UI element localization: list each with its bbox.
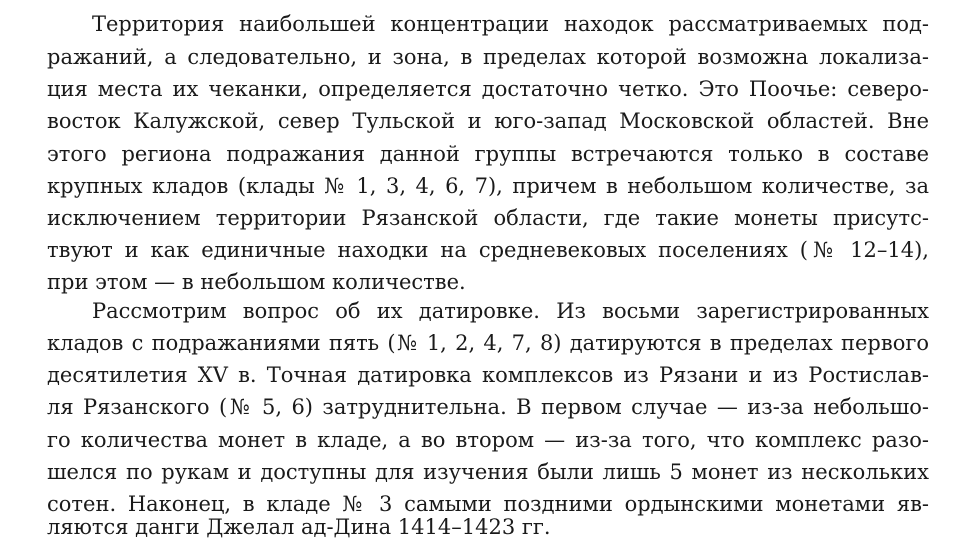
paragraph-1-line-4: восток Калужской, север Тульской и юго-запад Московской областей. Вне <box>47 109 929 133</box>
paragraph-1-line-5: этого региона подражания данной группы встречаются только в составе <box>47 142 929 166</box>
paragraph-2-line-2: кладов с подражаниями пять (№ 1, 2, 4, 7, 8) датируются в пределах первого <box>47 331 929 355</box>
paragraph-1-line-8: твуют и как единичные находки на средневековых поселениях (№ 12–14), <box>47 238 929 262</box>
paragraph-1-line-3: ция места их чеканки, определяется достаточно четко. Это Поочье: северо- <box>47 77 929 101</box>
paragraph-1-line-6: крупных кладов (клады № 1, 3, 4, 6, 7), причем в небольшом количестве, за <box>47 174 929 198</box>
paragraph-1-line-7: исключением территории Рязанской области, где такие монеты присутс- <box>47 206 929 230</box>
paragraph-2-line-1: Рассмотрим вопрос об их датировке. Из восьми зарегистрированных <box>92 299 929 323</box>
paragraph-2-line-3: десятилетия XV в. Точная датировка комплексов из Рязани и из Ростислав- <box>47 363 929 387</box>
paragraph-1-line-1: Территория наибольшей концентрации находок рассматриваемых под- <box>92 12 929 36</box>
paragraph-2-line-4: ля Рязанского (№ 5, 6) затруднительна. В первом случае — из-за небольшо- <box>47 395 929 419</box>
paragraph-1-line-2: ражаний, а следовательно, и зона, в пределах которой возможна локализа- <box>47 45 929 69</box>
paragraph-2-line-8: ляются данги Джелал ад-Дина 1414–1423 гг. <box>47 515 551 539</box>
paragraph-1-line-9: при этом — в небольшом количестве. <box>47 270 466 294</box>
paragraph-2-line-6: шелся по рукам и доступны для изучения были лишь 5 монет из нескольких <box>47 460 929 484</box>
paragraph-2-line-5: го количества монет в кладе, а во втором — из-за того, что комплекс разо- <box>47 428 929 452</box>
paragraph-2-line-7: сотен. Наконец, в кладе № 3 самыми поздними ордынскими монетами яв- <box>47 492 929 516</box>
